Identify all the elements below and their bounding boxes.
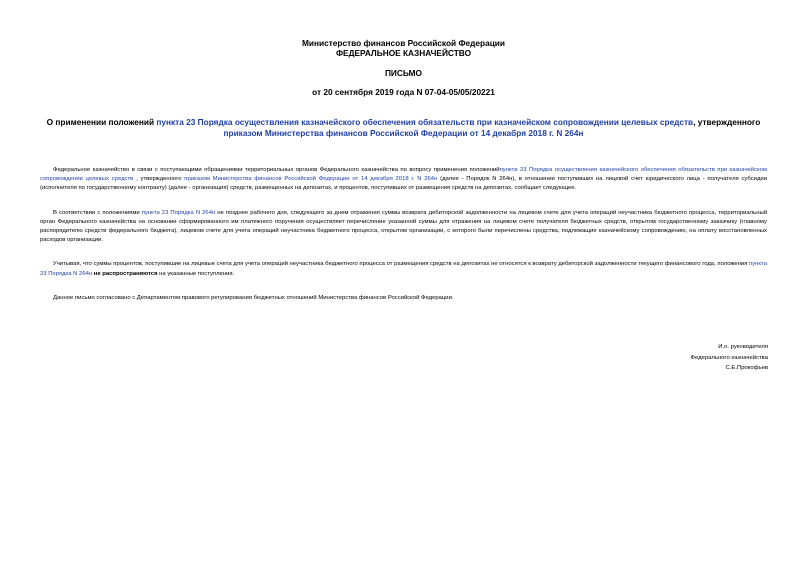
paragraph-1 [40,166,767,194]
p2-link-clause-23[interactable]: пункта 23 Порядка N 264н [141,209,216,216]
p3-link-clause-23[interactable]: пункта 23 Порядка N 264н [40,261,767,277]
p2-text-1: В соответствии с положениями [53,209,142,216]
p4-text-1: Данное письмо согласовано с Департаментом правового регулирования бюджетных отношений Министерства финансов Российской Федерации. [53,294,454,301]
title-link-clause-23[interactable]: пункта 23 Порядка осуществления казначейского обеспечения обязательств при казначейском сопровождении целевых средств [156,117,694,127]
signature-block [600,342,768,374]
p1-link-clause-23[interactable]: пункта 23 Порядка осуществления казначейского обеспечения обязательств при казначейском сопровождении целевых средств [40,167,768,183]
p2-text-2: не позднее рабочего дня, следующего за днем отражения суммы возврата дебиторской задолженности на лицевом счете для учета операций неучастника бюджетного процесса, территориальный орган Федерального казначейства на основании сформированного им платежного поручения осуществляет перечисление указанной суммы для отражения на лицевом счете получателя бюджетных средств, открытом государственному заказчику (главному распорядителю средств федерального бюджета), лицевом счете для учета операций неучастника бюджетного процесса, открытом организации, с которого были перечислены средства, подлежащие казначейскому сопровождению, на оплату восстановленных расходов организации. [40,209,767,244]
paragraph-4 [40,294,767,303]
signer-position: И.о. руководителя [718,344,768,350]
agency-name: ФЕДЕРАЛЬНОЕ КАЗНАЧЕЙСТВО [335,48,472,58]
document-body [40,166,767,318]
p1-text-1: Федеральное казначейство в связи с поступающими обращениями территориальных органов Федерального казначейства по вопросу применения положений [53,167,500,173]
signer-name: С.Е.Прокофьев [725,365,768,371]
paragraph-3 [40,260,767,278]
p3-text-1: Учитывая, что суммы процентов, поступившие на лицевые счета для учета операций неучастника бюджетного процесса от размещения средств на депозитах не относятся к возврату дебиторской задолженности текущего финансового года, положения [53,261,750,268]
document-title [40,117,767,139]
title-link-order-264n[interactable]: приказом Министерства финансов Российской Федерации от 14 декабря 2018 г. N 264н [223,128,584,138]
title-prefix: О применении положений [46,117,157,127]
document-type: ПИСЬМО [384,68,423,78]
document-header [0,38,807,58]
ministry-name: Министерство финансов Российской Федерации [301,38,506,48]
document-number-date: от 20 сентября 2019 года N 07-04-05/05/20221 [312,87,495,97]
p1-text-2: , утвержденного [133,176,185,183]
signer-organization: Федерального казначейства [690,354,768,361]
paragraph-2 [40,209,767,246]
title-mid: , утвержденного [693,117,761,127]
p1-link-order-264n[interactable]: приказом Министерства финансов Российской Федерации от 14 декабря 2018 г. N 264н [184,176,438,183]
p1-text-3: (далее - Порядок N 264н), в отношении поступивших на лицевой счет юридического лица - получателя субсидии (исполнителя по государственному контракту) (далее - организация) средств, размещенных на депозитах, и процентов, поступивших от размещения средств на депозитах, сообщает следующее. [40,176,767,192]
p3-text-3: на указанные поступления. [157,270,235,277]
p3-bold-text: не распространяются [93,270,158,277]
